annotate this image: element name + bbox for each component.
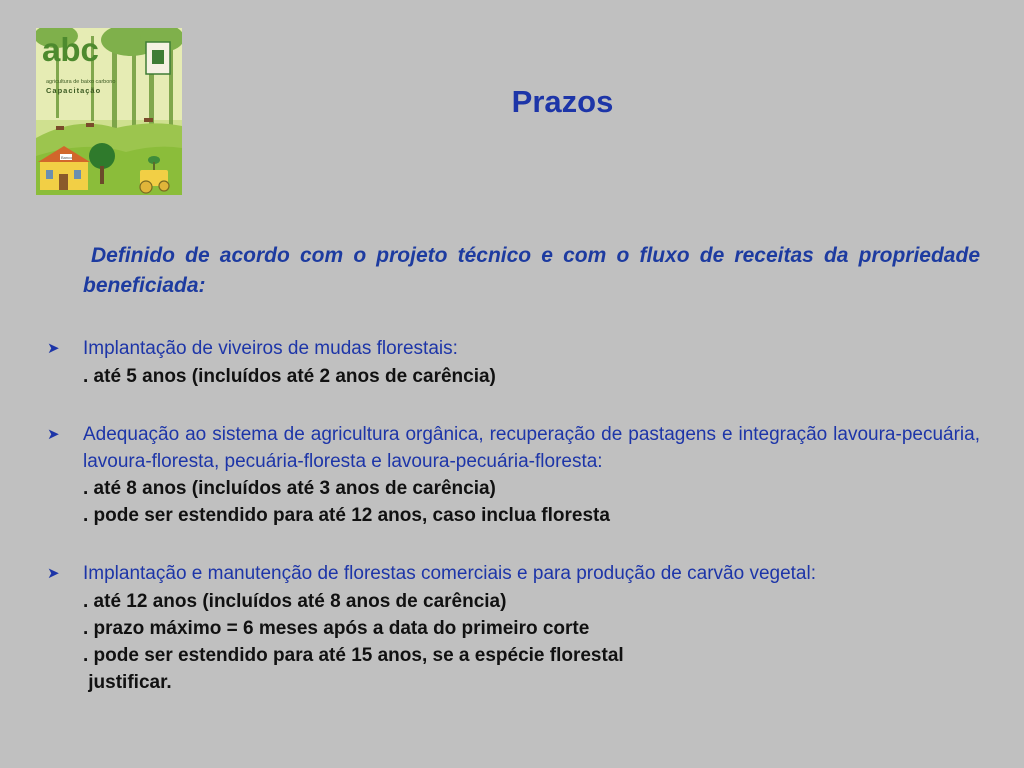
bullet-heading: Implantação e manutenção de florestas comerciais e para produção de carvão vegetal:	[83, 563, 816, 584]
logo-house-sign: Banco	[61, 155, 73, 160]
bullet-heading: Adequação ao sistema de agricultura orgânica, recuperação de pastagens e integração lavoura-pecuária, lavoura-floresta, pecuária-floresta e lavoura-pecuária-floresta:	[83, 424, 980, 472]
abc-capacitacao-logo	[36, 28, 182, 195]
bullet-subline: . pode ser estendido para até 15 anos, se a espécie florestal	[83, 645, 624, 666]
bullet-subline: . até 12 anos (incluídos até 8 anos de carência)	[83, 591, 507, 612]
intro-text: Definido de acordo com o projeto técnico e com o fluxo de receitas da propriedade beneficiada:	[83, 244, 980, 297]
logo-wordmark: abc	[42, 31, 99, 68]
slide-body	[44, 241, 980, 727]
page-title: Prazos	[511, 84, 614, 119]
bullet-subline: . prazo máximo = 6 meses após a data do primeiro corte	[83, 618, 590, 639]
logo-subtitle: Capacitação	[46, 86, 102, 95]
arrow-bullet-icon: ➤	[47, 565, 60, 582]
bullet-subline: . pode ser estendido para até 12 anos, caso inclua floresta	[83, 505, 610, 526]
bullet-section	[44, 421, 980, 529]
bullet-subline: justificar.	[83, 672, 172, 693]
bullet-subline: . até 5 anos (incluídos até 2 anos de carência)	[83, 366, 496, 387]
bullet-section	[44, 560, 980, 696]
bullet-subline: . até 8 anos (incluídos até 3 anos de carência)	[83, 478, 496, 499]
bullet-heading: Implantação de viveiros de mudas florestais:	[83, 338, 458, 359]
bullet-section	[44, 335, 980, 390]
arrow-bullet-icon: ➤	[47, 340, 60, 357]
arrow-bullet-icon: ➤	[47, 426, 60, 443]
logo-tagline: agricultura de baixo carbono	[46, 79, 116, 85]
